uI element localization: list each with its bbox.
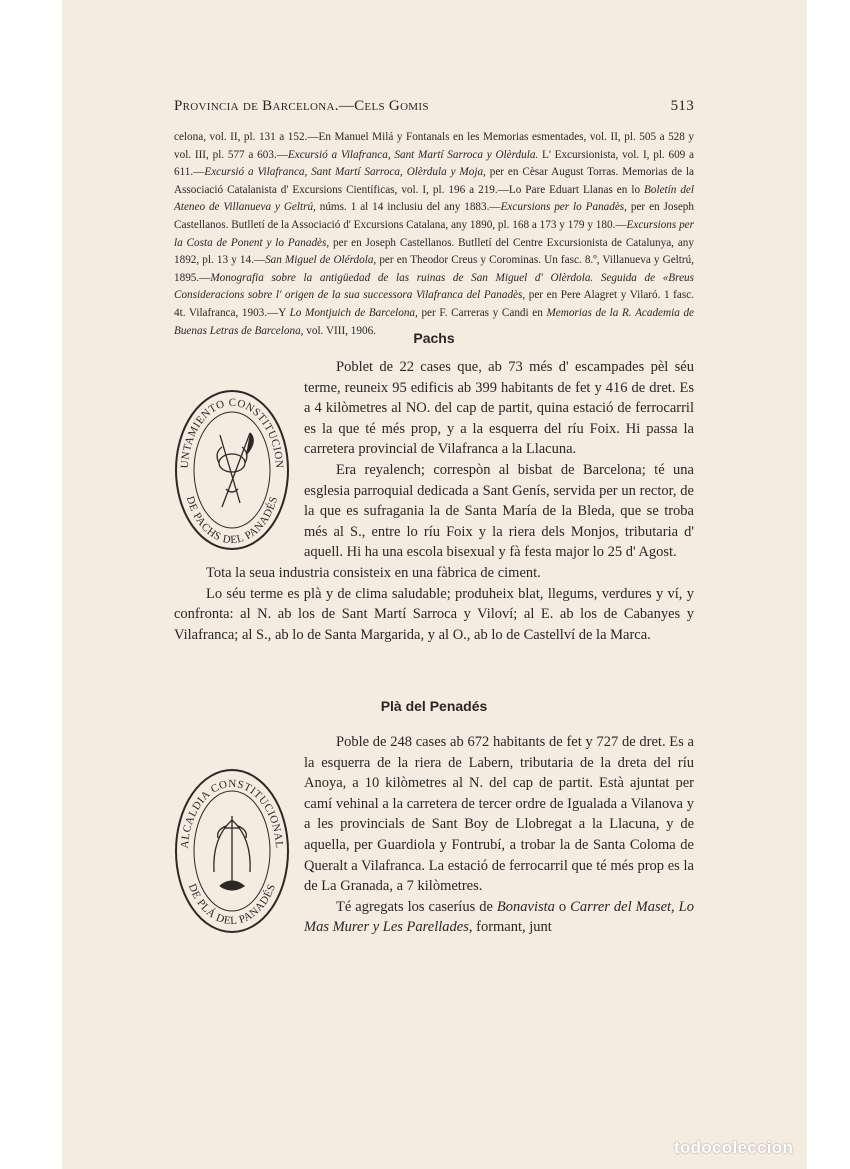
paragraph: Era reyalench; correspòn al bisbat de Barcelona; té una esglesia parroquial dedicada a Sant Genís, servida per un rector, de la que es sufragania la de Santa María de la Bleda, que se troba més al S., entre lo ríu Foix y la riera dels Monjos, tributaria d' aquell. Hi ha una escola bisexual y fà festa major lo 25 d' Agost. [304,461,694,561]
pachs-flow [174,357,694,645]
seal-pachs-svg [174,389,290,551]
seal-pachs [174,389,290,558]
footnote-segment: Excursions per la Costa de Ponent y lo Panadès, [174,218,694,249]
palm-cross-icon [214,816,250,890]
footnote-segment: vol. VIII, 1906. [303,324,376,337]
watermark-logo: todocoleccion [674,1138,794,1157]
footnote-segment: per en Joseph Castellanos. Butlletí del Centre Excursionista de Catalunya, any 1892, pl. 13 y 14.— [174,236,694,267]
paragraph: Poblet de 22 cases que, ab 73 més d' escampades pèl séu terme, reuneix 95 edificis ab 399 habitants de fet y 416 de dret. Es a 4 kilòmetres al NO. del cap de partit, quina estació de ferrocarril es la que té més prop, y a la esquerra del ríu Foix. Hi passa la carretera provincial de Vilafranca a la Llacuna. [304,359,694,458]
section-heading-pachs: Pachs [413,330,455,346]
seal-pachs-bottom-text: DE PACHS DEL PANADÉS [183,494,281,547]
running-title: Provincia de Barcelona.—Cels Gomis [174,98,429,114]
footnote-segment: Excursions per lo Panadès, [500,201,627,214]
paragraph: Poble de 248 cases ab 672 habitants de fet y 727 de dret. Es a la esquerra de la riera de Labern, tributaria de la dreta del ríu Anoya, a 10 kilòmetres al N. del cap de partit. Està ajuntat per camí vehinal a la carretera de tercer ordre de Igualada a Vilanova y a les provincials de Sant Boy de Llobregat a la Llacuna, y de aquella, per Guardiola y Fontrubí, a trobar la de Santa Coloma de Queralt a Vilafranca. La estació de ferrocarril que té més prop es la de La Granada, a 7 kilòmetres. [304,734,694,895]
seal-pachs-top-text: UNTAMIENTO CONSTITUCION [178,396,286,469]
footnote-segment: Boletín del Ateneo de Villanueva y Geltrú, [174,183,694,214]
section-heading-pla-del-penades: Plà del Penadés [380,698,488,714]
footnote-segment: per en Theodor Creus y Corominas. Un fasc. 8.º, Villanueva y Geltrú, 1895.— [174,254,694,284]
paragraph: Tota la seua industria consisteix en una fàbrica de ciment. [206,564,541,581]
seal-pla-svg [174,768,290,934]
quill-and-wreath-icon [217,433,253,507]
section-body-pla [174,732,694,945]
footnote-segment: Excursió a Vilafranca, Sant Martí Sarroca, Olèrdula y Moja, [204,166,486,179]
seal-pla [174,768,290,941]
footnote-segment: Memorias de la R. Academia de Buenas Letras de Barcelona, [174,306,695,337]
footnote-segment: L' Excursionista, vol. I, pl. 609 a 611.— [174,148,695,179]
seal-pla-top-text: ALCALDIA CONSTITUCIONAL [178,777,286,849]
footnote-segment: Excursió a Vilafranca, Sant Martí Sarroca y Olèrdula. [287,148,539,161]
footnote-segment: San Miguel de Olérdola, [265,254,377,267]
footnote-text [174,129,694,340]
page-number: 513 [670,98,694,114]
svg-text:AYUNTAMIENTO CONSTITUCIONAL [174,389,285,469]
footnote-segment: Monografia sobre la antigüedad de las ruinas de San Miguel d' Olèrdola. Seguida de «Breus Consideracions sobre l' origen de la sua successora Vilafranca del Panadès, [174,271,694,302]
footnote-segment: Lo Montjuich de Barcelona, [289,306,418,319]
footnote-segment: per en Joseph Castellanos. Butlletí de la Associació d' Excursions Catalana, any 1890, pl. 168 a 173 y 179 y 180.— [174,201,694,231]
running-head [174,98,694,122]
svg-text:DE PACHS DEL PANADÉS [184,495,281,546]
footnote-segment: celona, vol. II, pl. 131 a 152.—En Manuel Milá y Fontanals en les Memorias esmentades, vol. II, pl. 505 a 528 y vol. III, pl. 577 a 603.— [174,131,694,161]
footnote-segment: per en Pere Alagret y Vilaró. 1 fasc. 4t. Vilafranca, 1903.—Y [174,289,694,319]
footnote-block [174,129,694,340]
footnote-segment: per en Cèsar August Torras. Memorias de la Associació Catalanista d' Excursions Científicas, vol. I, pl. 196 a 219.—Lo Pare Eduart Llanas en lo [174,166,695,196]
seal-pla-bottom-text: DE PLÁ DEL PANADÉS [185,882,279,928]
footnote-segment: núms. 1 al 14 inclusiu del any 1883.— [315,201,501,214]
paragraph: Té agregats los caseríus de Bonavista o Carrer del Maset, Lo Mas Murer y Les Parellades, formant, junt [304,898,694,936]
footnote-segment: per F. Carreras y Candi en [417,306,547,319]
paragraph: Lo séu terme es plà y de clima saludable; produheix blat, llegums, verdures y ví, y confronta: al N. ab los de Sant Martí Sarroca y Viloví; al E. ab los de Cabanyes y Vilafranca; al S., ab lo de Santa Margarida, y al O., ab lo de Castellví de la Marca. [174,585,694,643]
